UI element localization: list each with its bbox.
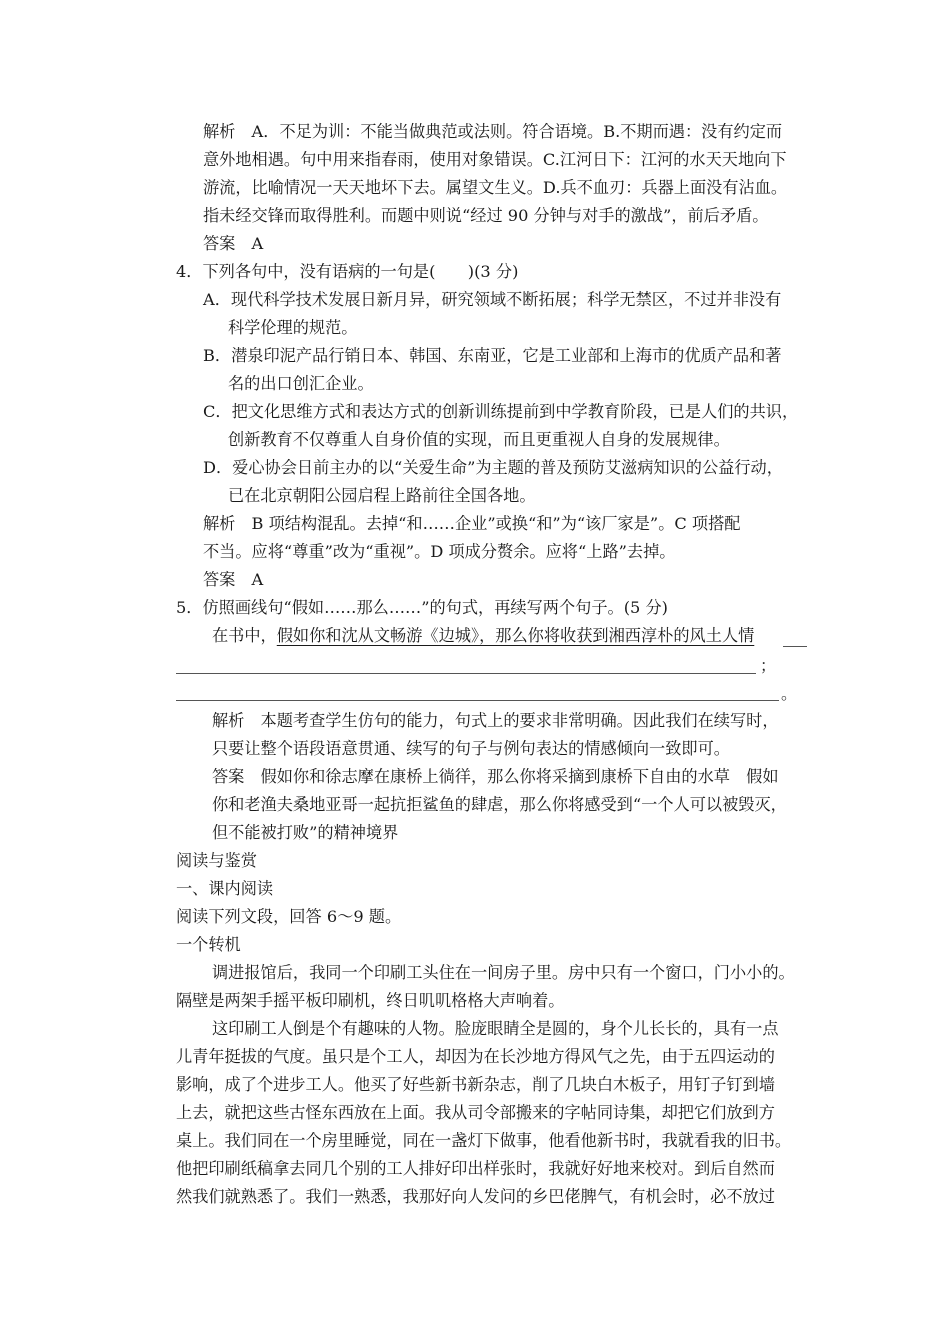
q4-analysis-line-2: 不当。应将“尊重”改为“重视”。D 项成分赘余。应将“上路”去掉。 bbox=[203, 542, 676, 561]
q5-example-underlined: 假如你和沈从文畅游《边城》，那么你将收获到湘西淳朴的风土人情 bbox=[276, 626, 755, 645]
q5-answer-line-3: 但不能被打败”的精神境界 bbox=[212, 823, 399, 842]
q5-blank-1-semicolon: ； bbox=[760, 656, 777, 675]
reading-instruction: 阅读下列文段，回答 6～9 题。 bbox=[176, 907, 402, 926]
section-title: 阅读与鉴赏 bbox=[176, 851, 257, 870]
passage-p2-line-5: 桌上。我们同在一个房里睡觉，同在一盏灯下做事，他看他新书时，我就看我的旧书。 bbox=[176, 1131, 792, 1150]
q4-analysis-line-1: 解析 B 项结构混乱。去掉“和……企业”或换“和”为“该厂家是”。C 项搭配 bbox=[203, 514, 741, 533]
passage-p1-line-2: 隔壁是两架手摇平板印刷机，终日叽叽格格大声响着。 bbox=[176, 991, 565, 1010]
passage-p2-line-7: 然我们就熟悉了。我们一熟悉，我那好向人发问的乡巴佬脾气，有机会时，必不放过 bbox=[176, 1187, 775, 1206]
q4-option-d-line-1: D．爱心协会日前主办的以“关爱生命”为主题的普及预防艾滋病知识的公益行动， bbox=[203, 458, 783, 477]
q5-example-underline-tail bbox=[783, 646, 807, 647]
q5-stem: 5．仿照画线句“假如……那么……”的句式，再续写两个句子。(5 分) bbox=[176, 598, 668, 617]
q3-answer: 答案 A bbox=[203, 234, 264, 253]
q5-analysis-line-2: 只要让整个语段语意贯通、续写的句子与例句表达的情感倾向一致即可。 bbox=[212, 739, 730, 758]
q3-analysis-line-3: 游流，比喻情况一天天地坏下去。属望文生义。D.兵不血刃：兵器上面没有沾血。 bbox=[203, 178, 788, 197]
q3-analysis-line-4: 指未经交锋而取得胜利。而题中则说“经过 90 分钟与对手的激战”，前后矛盾。 bbox=[203, 206, 769, 225]
subsection-title: 一、课内阅读 bbox=[176, 879, 274, 898]
q5-example-sentence bbox=[212, 626, 754, 646]
passage-title: 一个转机 bbox=[176, 935, 241, 954]
q4-stem: 4．下列各句中，没有语病的一句是( )(3 分) bbox=[176, 262, 519, 281]
q4-option-a-line-2: 科学伦理的规范。 bbox=[228, 318, 358, 337]
q3-analysis-line-2: 意外地相遇。句中用来指春雨，使用对象错误。C.江河日下：江河的水天天地向下 bbox=[203, 150, 787, 169]
passage-p2-line-3: 影响，成了个进步工人。他买了好些新书新杂志，削了几块白木板子，用钉子钉到墙 bbox=[176, 1075, 775, 1094]
q5-analysis-line-1: 解析 本题考查学生仿句的能力，句式上的要求非常明确。因此我们在续写时， bbox=[212, 711, 779, 730]
q4-option-c-line-2: 创新教育不仅尊重人自身价值的实现，而且更重视人自身的发展规律。 bbox=[228, 430, 730, 449]
q5-answer-blank-1[interactable] bbox=[176, 673, 756, 674]
q4-option-c-line-1: C．把文化思维方式和表达方式的创新训练提前到中学教育阶段，已是人们的共识， bbox=[203, 402, 799, 421]
q4-answer: 答案 A bbox=[203, 570, 264, 589]
q4-option-d-line-2: 已在北京朝阳公园启程上路前往全国各地。 bbox=[228, 486, 536, 505]
q5-example-prefix: 在书中， bbox=[212, 626, 277, 645]
passage-p2-line-2: 儿青年挺拔的气度。虽只是个工人，却因为在长沙地方得风气之先，由于五四运动的 bbox=[176, 1047, 775, 1066]
q3-analysis-line-1: 解析 A．不足为训：不能当做典范或法则。符合语境。B.不期而遇：没有约定而 bbox=[203, 122, 783, 141]
passage-p2-line-1: 这印刷工人倒是个有趣味的人物。脸庞眼睛全是圆的，身个儿长长的，具有一点 bbox=[212, 1019, 779, 1038]
q4-option-a-line-1: A．现代科学技术发展日新月异，研究领域不断拓展；科学无禁区，不过并非没有 bbox=[203, 290, 782, 309]
passage-p1-line-1: 调进报馆后，我同一个印刷工头住在一间房子里。房中只有一个窗口，门小小的。 bbox=[212, 963, 795, 982]
q4-option-b-line-2: 名的出口创汇企业。 bbox=[228, 374, 374, 393]
passage-p2-line-4: 上去，就把这些古怪东西放在上面。我从司令部搬来的字帖同诗集，却把它们放到方 bbox=[176, 1103, 775, 1122]
passage-p2-line-6: 他把印刷纸稿拿去同几个别的工人排好印出样张时，我就好好地来校对。到后自然而 bbox=[176, 1159, 775, 1178]
q4-option-b-line-1: B．潜泉印泥产品行销日本、韩国、东南亚，它是工业部和上海市的优质产品和著 bbox=[203, 346, 782, 365]
q5-answer-line-1: 答案 假如你和徐志摩在康桥上徜徉，那么你将采摘到康桥下自由的水草 假如 bbox=[212, 767, 779, 786]
q5-answer-line-2: 你和老渔夫桑地亚哥一起抗拒鲨鱼的肆虐，那么你将感受到“一个人可以被毁灭， bbox=[212, 795, 787, 814]
q5-blank-2-period: 。 bbox=[781, 684, 798, 703]
q5-answer-blank-2[interactable] bbox=[176, 700, 779, 701]
